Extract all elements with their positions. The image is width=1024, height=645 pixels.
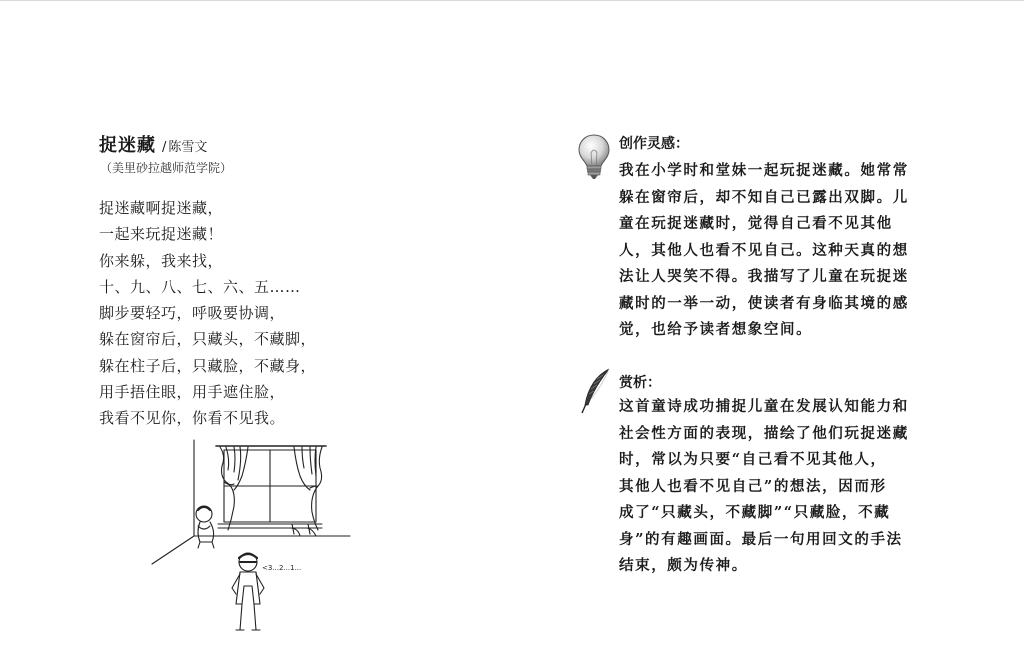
inspiration-line: 觉，也给予读者想象空间。 bbox=[619, 321, 813, 338]
inspiration-line: 人，其他人也看不见自己。这种天真的想 bbox=[619, 241, 909, 259]
title-author-separator: / bbox=[162, 140, 167, 155]
top-divider bbox=[0, 0, 1024, 1]
analysis-body bbox=[619, 394, 909, 580]
analysis-line: 成了“只藏头，不藏脚”“只藏脸，不藏 bbox=[619, 504, 891, 521]
analysis-line: 其他人也看不见自己”的想法，因而形 bbox=[619, 477, 887, 495]
inspiration-line: 法让人哭笑不得。我描写了儿童在玩捉迷 bbox=[619, 268, 909, 285]
inspiration-line: 藏时的一举一动，使读者有身临其境的感 bbox=[619, 294, 909, 312]
right-curtain bbox=[294, 447, 322, 530]
poem-line: 你来躲，我来找， bbox=[99, 251, 224, 270]
quill-icon bbox=[579, 367, 613, 415]
poem-line: 捉迷藏啊捉迷藏， bbox=[99, 199, 224, 217]
poem-line: 一起来玩捉迷藏！ bbox=[99, 225, 224, 244]
crouching-child bbox=[196, 506, 214, 548]
hidden-child-feet bbox=[290, 524, 316, 536]
analysis-line: 这首童诗成功捕捉儿童在发展认知能力和 bbox=[619, 398, 909, 415]
lightbulb-icon bbox=[576, 133, 612, 181]
poem-author: 陈雪文 bbox=[168, 140, 208, 155]
poem-title: 捉迷藏 bbox=[99, 135, 156, 156]
poem-body bbox=[99, 195, 316, 432]
analysis-line: 身”的有趣画面。最后一句用回文的手法 bbox=[619, 530, 903, 548]
inspiration-line: 躲在窗帘后，却不知自己已露出双脚。儿 bbox=[619, 188, 909, 206]
analysis-heading: 赏析： bbox=[619, 375, 661, 391]
poem-line: 脚步要轻巧，呼吸要协调， bbox=[99, 304, 286, 323]
seeking-child bbox=[232, 553, 264, 630]
poem-line: 十、九、八、七、六、五…… bbox=[99, 277, 301, 296]
poem-line: 我看不见你，你看不见我。 bbox=[99, 409, 286, 428]
poem-affiliation: （美里砂拉越师范学院） bbox=[100, 161, 233, 175]
hide-and-seek-illustration bbox=[150, 436, 364, 636]
counting-text: <3...2...1... bbox=[262, 564, 302, 572]
window bbox=[218, 450, 322, 528]
inspiration-line: 童在玩捉迷藏时，觉得自己看不见其他 bbox=[619, 215, 893, 232]
poem-line: 用手捂住眼，用手遮住脸， bbox=[99, 383, 286, 402]
analysis-line: 结束，颇为传神。 bbox=[619, 557, 748, 574]
inspiration-body bbox=[619, 158, 909, 344]
poem-header bbox=[99, 131, 207, 157]
poem-line: 躲在柱子后，只藏脸，不藏身， bbox=[99, 356, 317, 375]
inspiration-heading: 创作灵感： bbox=[619, 136, 689, 152]
inspiration-line: 我在小学时和堂妹一起玩捉迷藏。她常常 bbox=[619, 162, 909, 179]
poem-line: 躲在窗帘后，只藏头，不藏脚， bbox=[99, 330, 317, 349]
analysis-line: 社会性方面的表现，描绘了他们玩捉迷藏 bbox=[619, 424, 909, 442]
analysis-line: 时，常以为只要“自己看不见其他人， bbox=[619, 451, 887, 468]
